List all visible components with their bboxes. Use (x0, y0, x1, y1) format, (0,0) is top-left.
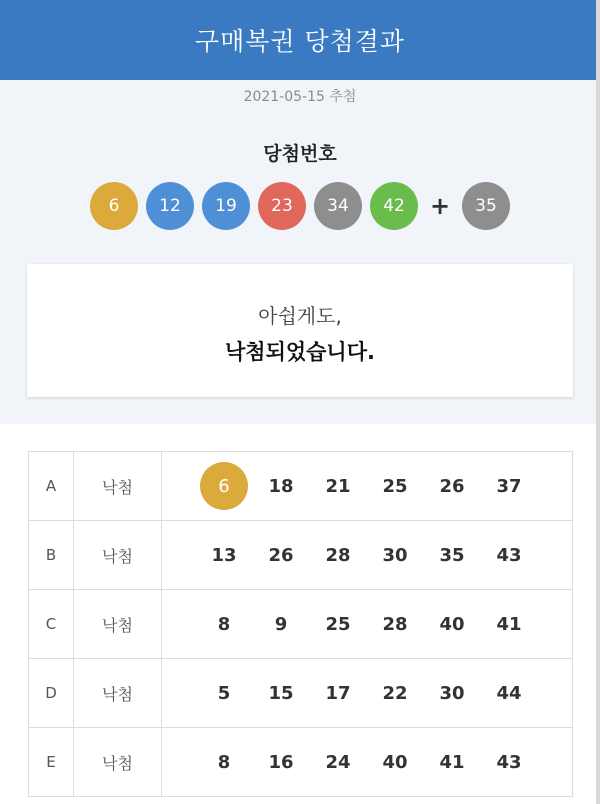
game-number: 37 (496, 475, 522, 497)
game-number: 40 (439, 613, 465, 635)
game-number: 9 (274, 613, 288, 635)
winning-ball: 19 (202, 182, 250, 230)
game-number: 16 (268, 751, 294, 773)
result-message-line1: 아쉽게도, (258, 304, 342, 328)
game-id: A (29, 452, 74, 521)
game-numbers (162, 590, 573, 659)
game-number: 15 (268, 682, 294, 704)
game-number: 26 (268, 544, 294, 566)
game-number: 25 (325, 613, 351, 635)
game-number: 41 (496, 613, 522, 635)
screen-edge (596, 0, 600, 804)
game-number: 30 (382, 544, 408, 566)
game-number: 13 (211, 544, 237, 566)
winning-ball: 6 (90, 182, 138, 230)
game-number: 17 (325, 682, 351, 704)
game-number: 43 (496, 544, 522, 566)
draw-date: 2021-05-15 추첨 (243, 89, 357, 105)
game-number: 30 (439, 682, 465, 704)
game-id: D (29, 659, 74, 728)
game-number: 43 (496, 751, 522, 773)
result-message-line2: 낙첨되었습니다. (225, 340, 375, 364)
game-numbers (162, 728, 573, 797)
game-number: 44 (496, 682, 522, 704)
game-id: E (29, 728, 74, 797)
game-number: 25 (382, 475, 408, 497)
game-id: C (29, 590, 74, 659)
table-row (29, 659, 573, 728)
winning-numbers-label: 당첨번호 (263, 143, 337, 165)
table-row (29, 521, 573, 590)
game-number: 8 (217, 751, 231, 773)
page-title: 구매복권 당첨결과 (194, 27, 406, 56)
table-row (29, 590, 573, 659)
game-status: 낙첨 (74, 521, 162, 590)
winning-ball: 34 (314, 182, 362, 230)
game-numbers (162, 521, 573, 590)
game-number: 5 (217, 682, 231, 704)
result-card (27, 264, 573, 397)
game-id: B (29, 521, 74, 590)
game-status: 낙첨 (74, 659, 162, 728)
game-number: 28 (325, 544, 351, 566)
game-numbers (162, 452, 573, 521)
game-number: 8 (217, 613, 231, 635)
table-row (29, 452, 573, 521)
game-number: 18 (268, 475, 294, 497)
game-number: 40 (382, 751, 408, 773)
header-bar (0, 0, 600, 80)
game-number: 41 (439, 751, 465, 773)
ticket-table (28, 451, 573, 797)
game-status: 낙첨 (74, 728, 162, 797)
winning-ball: 42 (370, 182, 418, 230)
game-status: 낙첨 (74, 452, 162, 521)
plus-icon: + (429, 192, 451, 220)
game-number: 26 (439, 475, 465, 497)
winning-ball: 12 (146, 182, 194, 230)
matched-number: 6 (200, 462, 248, 510)
game-number: 28 (382, 613, 408, 635)
game-number: 24 (325, 751, 351, 773)
game-numbers (162, 659, 573, 728)
table-row (29, 728, 573, 797)
game-number: 35 (439, 544, 465, 566)
bonus-ball: 35 (462, 182, 510, 230)
game-status: 낙첨 (74, 590, 162, 659)
winning-numbers (0, 182, 600, 230)
game-number: 21 (325, 475, 351, 497)
game-number: 22 (382, 682, 408, 704)
winning-ball: 23 (258, 182, 306, 230)
